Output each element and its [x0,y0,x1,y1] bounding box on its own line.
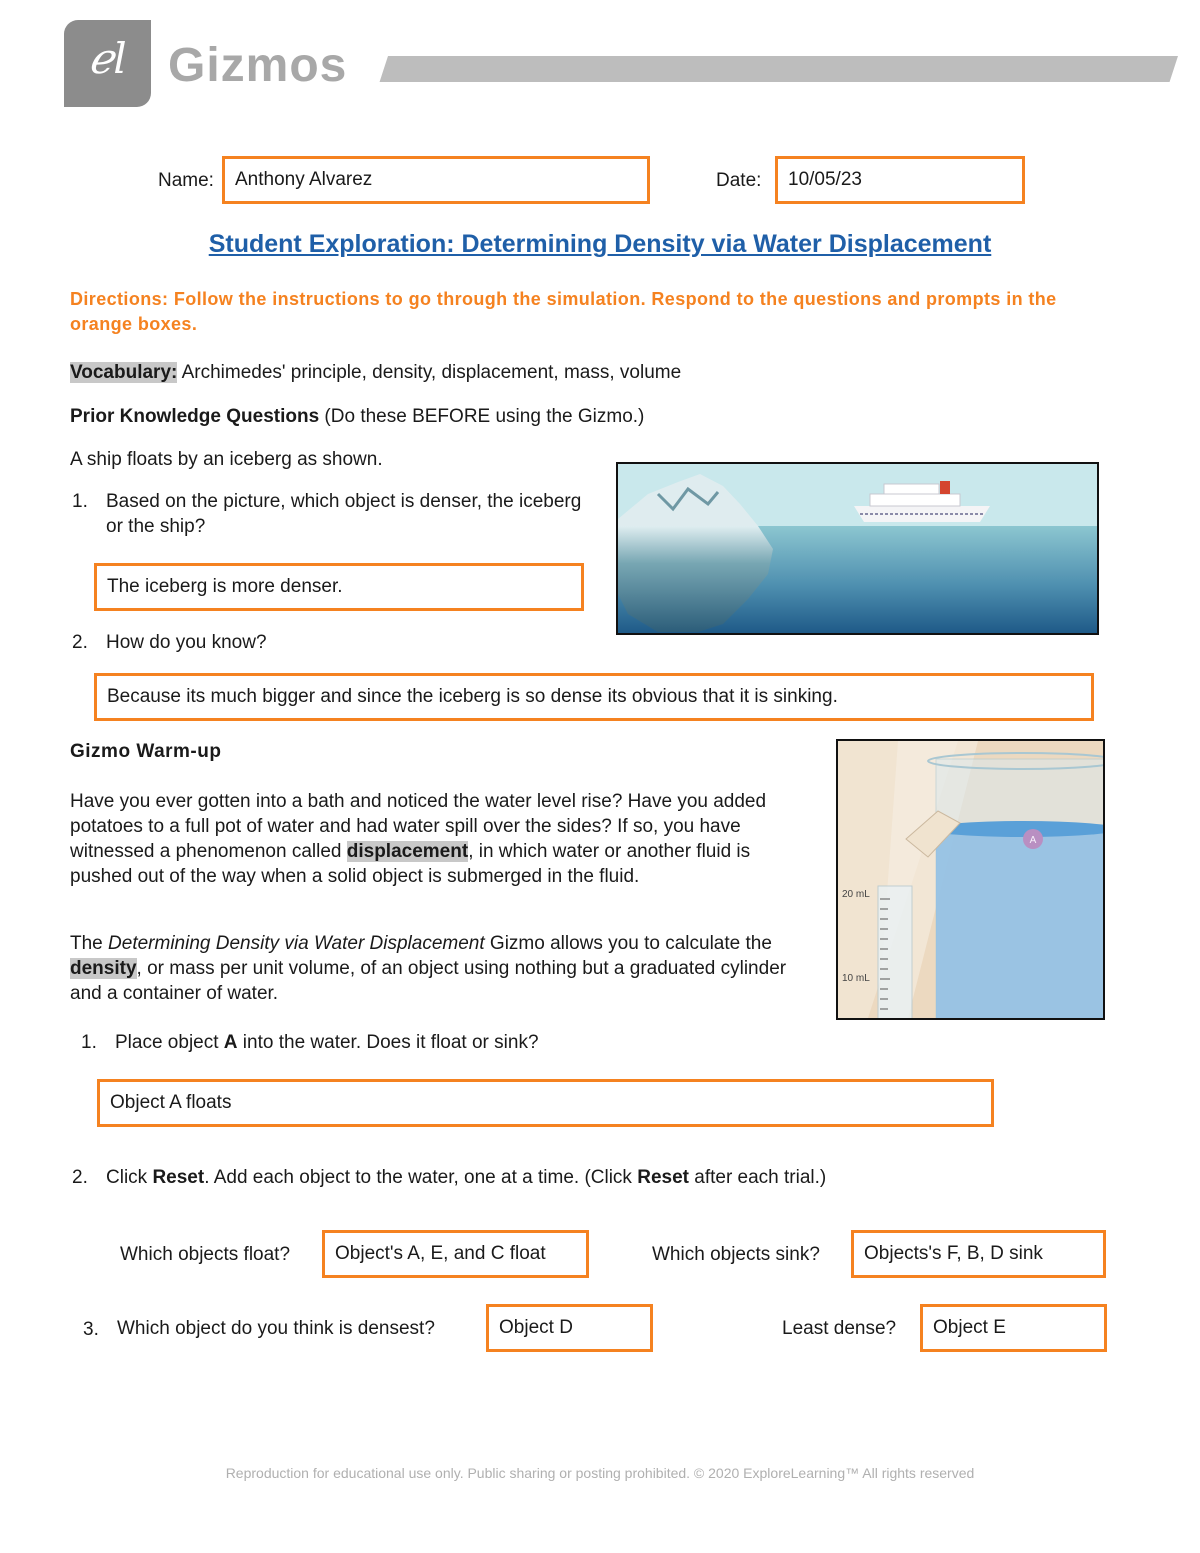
object-a-label: A [1029,835,1037,846]
object-a-bold: A [223,1032,238,1053]
prior-knowledge-heading [70,404,970,429]
answer-box-sink[interactable]: Objects's F, B, D sink [851,1230,1106,1278]
warmup-p2-start: The [70,933,109,954]
q2-text-3: after each trial.) [688,1167,827,1188]
warmup-paragraph-1 [70,789,815,889]
iceberg-ship-image [616,462,1099,635]
logo-icon: ℯl [88,34,127,83]
vocabulary [70,360,1130,385]
name-field[interactable]: Anthony Alvarez [222,156,650,204]
q2-text-1: Click [106,1167,153,1188]
term-density: density [70,958,137,979]
float-label: Which objects float? [120,1244,291,1265]
water-container-illustration [838,741,1103,1018]
scale-label-20: 20 mL [842,889,870,900]
gizmo-name: Determining Density via Water Displacement [108,933,485,954]
question-text [115,1030,815,1055]
water-container-image [836,739,1105,1020]
reset-bold: Reset [152,1167,205,1188]
footer-notice: Reproduction for educational use only. Public sharing or posting prohibited. © 2020 ExploreLearning™ All rights reserved [225,1465,975,1481]
date-field[interactable]: 10/05/23 [775,156,1025,204]
question-number: 1. [81,1032,97,1053]
warmup-p2-end: , or mass per unit volume, of an object using nothing but a graduated cylinder and a container of water. [70,958,787,1004]
answer-box-float[interactable]: Object's A, E, and C float [322,1230,589,1278]
warmup-p2-middle: Gizmo allows you to calculate the [484,933,772,954]
question-number: 2. [72,632,88,653]
vocabulary-terms: Archimedes' principle, density, displacement, mass, volume [177,362,682,383]
header-bar [380,56,1178,82]
directions: Directions: Follow the instructions to go through the simulation. Respond to the questions and prompts in the orange boxes. [70,289,1057,334]
question-text: Which object do you think is densest? [117,1318,435,1339]
warmup-p1-end: , in which water or another fluid is pushed out of the way when a solid object is submerged in the fluid. [70,841,751,887]
q1-text-end: into the water. Does it float or sink? [237,1032,539,1053]
name-label: Name: [158,170,214,191]
vocabulary-label: Vocabulary: [70,362,178,383]
answer-box-densest[interactable]: Object D [486,1304,653,1352]
warmup-p1-start: Have you ever gotten into a bath and noticed the water level rise? Have you added potatoes to a full pot of water and had water spill over the sides? If so, you have witnessed a phenomenon called [70,791,767,862]
q2-text-2: . Add each object to the water, one at a time. (Click [204,1167,638,1188]
answer-box-float-sink[interactable]: Object A floats [97,1079,994,1127]
answer-box-least-dense[interactable]: Object E [920,1304,1107,1352]
scale-label-10: 10 mL [842,973,870,984]
question-number: 2. [72,1167,88,1188]
brand-name: Gizmos [168,39,348,92]
warmup-paragraph-2 [70,931,815,1006]
prior-knowledge-title: Prior Knowledge Questions [70,406,320,427]
reset-bold: Reset [637,1167,689,1188]
term-displacement: displacement [346,841,469,862]
sink-label: Which objects sink? [652,1244,820,1265]
question-text: Based on the picture, which object is denser, the iceberg or the ship? [106,491,582,537]
least-dense-label: Least dense? [782,1318,897,1339]
answer-box-denser[interactable]: The iceberg is more denser. [94,563,584,611]
question-text: How do you know? [106,632,267,653]
prior-knowledge-note: (Do these BEFORE using the Gizmo.) [319,406,645,427]
question-number: 3. [83,1319,99,1340]
answer-box-how-know[interactable]: Because its much bigger and since the iceberg is so dense its obvious that it is sinking. [94,673,1094,721]
iceberg-ship-illustration [618,464,1097,633]
prior-knowledge-intro: A ship floats by an iceberg as shown. [70,449,383,470]
q1-text-start: Place object [115,1032,224,1053]
warmup-heading: Gizmo Warm-up [70,741,222,762]
page-title: Student Exploration: Determining Density via Water Displacement [208,230,992,258]
date-label: Date: [716,170,762,191]
question-text [106,1165,1106,1190]
question-number: 1. [72,491,88,512]
